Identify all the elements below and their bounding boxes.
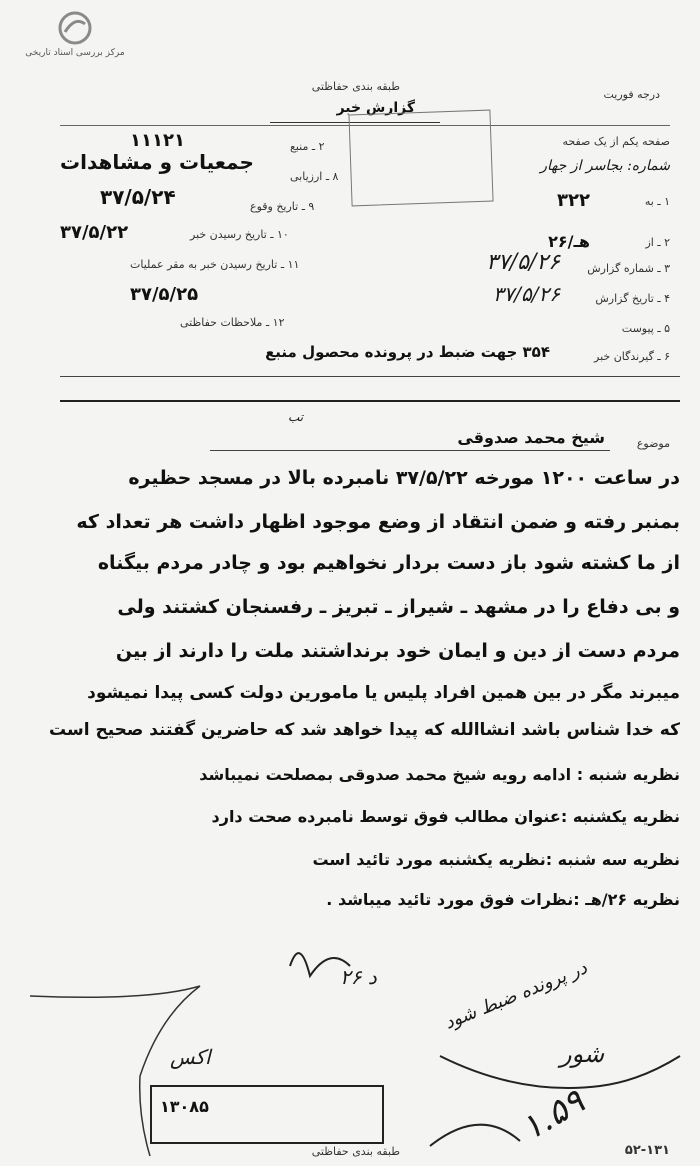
subject-underline xyxy=(210,450,610,451)
body-line-11: نظریه ۲۶/هـ :نظرات فوق مورد تائید میباشد . xyxy=(326,890,680,909)
field-received-date-value: ۳۷/۵/۲۲ xyxy=(60,222,129,243)
field-recipients-value: ۳۵۴ جهت ضبط در پرونده محصول منبع xyxy=(265,343,550,361)
signature-2: شور xyxy=(560,1040,605,1068)
field-report-date-value: ۳۷/۵/۲۶ xyxy=(492,282,560,306)
section-rule-1 xyxy=(60,376,680,377)
field-ops-received-value: ۳۷/۵/۲۵ xyxy=(130,284,199,305)
urgency-label: درجه فوریت xyxy=(603,88,660,101)
page-indicator: صفحه یکم از یک صفحه xyxy=(562,135,670,148)
body-line-1: در ساعت ۱۲۰۰ مورخه ۳۷/۵/۲۲ نامبرده بالا در مسجد حظیره xyxy=(128,467,680,489)
receipt-stamp xyxy=(348,110,493,207)
signature-1: ۲۶ د xyxy=(340,965,377,989)
field-source: ۲ ـ منبع xyxy=(290,140,325,153)
margin-note: تب xyxy=(288,410,304,424)
subject-value: شیخ محمد صدوقی xyxy=(457,428,605,447)
source-title: جمعیات و مشاهدات xyxy=(60,150,254,174)
field-security-notes: ۱۲ ـ ملاحظات حفاظتی xyxy=(180,316,285,329)
body-line-4: و بی دفاع را در مشهد ـ شیراز ـ تبریز ـ رفسنجان کشتند ولی xyxy=(117,596,680,618)
body-line-5: مردم دست از دین و ایمان خود برنداشتند ملت را دارند از بین xyxy=(115,640,680,662)
handwritten-note: در پرونده ضبط شود xyxy=(441,957,591,1034)
body-line-7: که خدا شناس باشد انشاالله که پیدا خواهد شد که حاضرین گفتند صحیح است xyxy=(49,720,680,740)
body-line-3: از ما کشته شود باز دست بردار نخواهیم بود و چادر مردم بیگناه xyxy=(97,552,680,574)
archive-logo-text: مرکز بررسی اسناد تاریخی xyxy=(25,48,125,58)
body-line-9: نظریه یکشنبه :عنوان مطالب فوق توسط نامبرده صحت دارد xyxy=(211,807,680,826)
field-report-number: ۳ ـ شماره گزارش xyxy=(587,262,670,275)
subject-label: موضوع xyxy=(636,437,670,450)
registration-date: ۳۷/۵/۲۴ xyxy=(100,185,176,209)
field-ops-received: ۱۱ ـ تاریخ رسیدن خبر به مقر عملیات xyxy=(130,258,300,271)
field-to: ۱ ـ به xyxy=(644,195,670,208)
classification-label: طبقه بندی حفاظتی xyxy=(311,80,400,93)
body-line-10: نظریه سه شنبه :نظریه یکشنبه مورد تائید است xyxy=(312,850,680,869)
field-evaluation: ۸ ـ ارزیابی xyxy=(290,170,339,183)
handwritten-number: ۱.۵۹ xyxy=(514,1081,592,1149)
archive-logo xyxy=(25,10,125,60)
field-attachment: ۵ ـ پیوست xyxy=(621,322,670,335)
body-line-8: نظریه شنبه : ادامه رویه شیخ محمد صدوقی بمصلحت نمیباشد xyxy=(199,765,680,784)
field-recipients: ۶ ـ گیرندگان خبر xyxy=(594,350,670,363)
field-occurrence-date: ۹ ـ تاریخ وقوع xyxy=(250,200,315,213)
signature-3: اکس xyxy=(170,1045,211,1069)
footer-page-ref: ۵۲-۱۳۱ xyxy=(624,1143,670,1158)
field-from: ۲ ـ از xyxy=(645,236,670,249)
body-line-2: بمنبر رفته و ضمن انتقاد از وضع موجود اظهار داشت هر تعداد که xyxy=(76,511,680,533)
field-from-value: ۲۶/هـ xyxy=(548,232,590,251)
doc-number: ۱۱۱۲۱ xyxy=(130,130,185,151)
field-to-value: ۳۲۲ xyxy=(557,190,590,211)
field-received-date: ۱۰ ـ تاریخ رسیدن خبر xyxy=(190,228,289,241)
section-rule-2 xyxy=(60,400,680,402)
bottom-stamp-text: ۱۳۰۸۵ xyxy=(160,1097,209,1116)
body-line-6: میبرند مگر در بین همین افراد پلیس یا مامورین دولت کسی پیدا نمیشود xyxy=(87,683,680,703)
handwritten-number: شماره: بجاسر از جهار xyxy=(540,158,670,174)
form-title: گزارش خبر xyxy=(336,100,415,116)
footer-classification: طبقه بندی حفاظتی xyxy=(311,1145,400,1158)
field-report-number-value: ۳۷/۵/۲۶ xyxy=(486,250,560,275)
archive-logo-icon xyxy=(55,10,95,46)
field-report-date: ۴ ـ تاریخ گزارش xyxy=(595,292,670,305)
